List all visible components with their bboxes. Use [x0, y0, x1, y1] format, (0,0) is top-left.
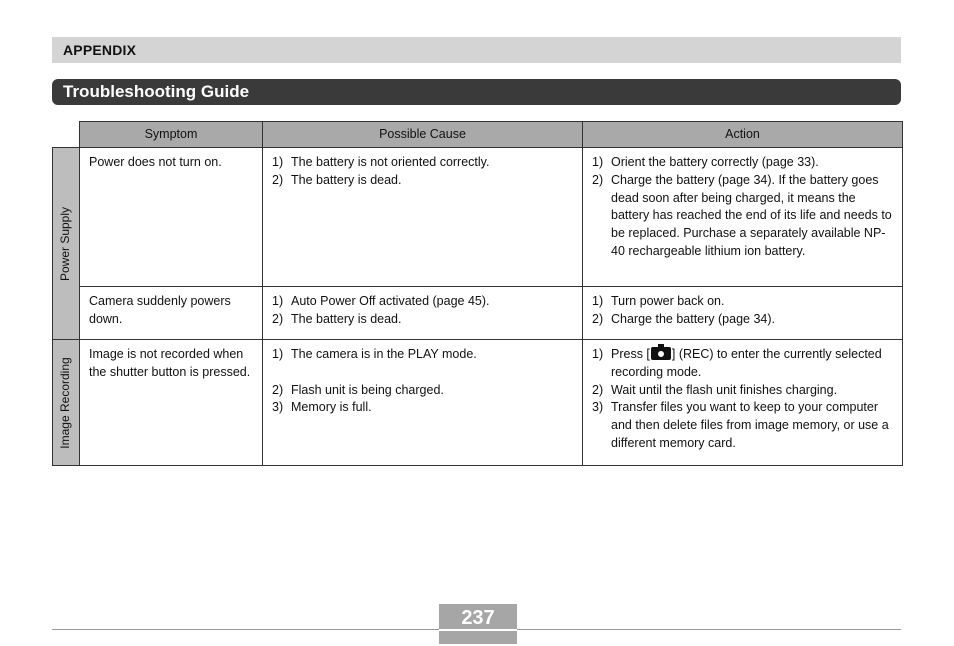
- list-item: 2) Charge the battery (page 34). If the battery goes dead soon after being charged, it means the battery has reached the end of its life and needs to be replaced. Purchase a separately available NP-40 rechargeable lithium ion battery.: [592, 172, 892, 258]
- section-header: [52, 37, 901, 63]
- list-item: 2) Flash unit is being charged.: [272, 382, 444, 397]
- symptom-text: Power does not turn on.: [89, 155, 222, 169]
- list-item: 3) Transfer files you want to keep to your computer and then delete files from image memory, or use a different memory card.: [592, 400, 889, 450]
- list-item: 1) Press [ ] (REC) to enter the currently selected recording mode.: [592, 347, 882, 379]
- column-header-symptom: Symptom: [80, 122, 263, 148]
- list-item: 1) The camera is in the PLAY mode.: [272, 347, 477, 361]
- column-header-action: Action: [583, 122, 903, 148]
- category-label: Power Supply: [58, 206, 73, 281]
- page-title-bar: [52, 79, 901, 105]
- list-item: 2) The battery is dead.: [272, 311, 402, 326]
- list-item: 2) Charge the battery (page 34).: [592, 311, 775, 326]
- list-item: 1) Orient the battery correctly (page 33).: [592, 155, 819, 169]
- column-header-possible-cause: Possible Cause: [263, 122, 583, 148]
- table-row: [53, 340, 903, 466]
- page-number: 237: [461, 607, 495, 629]
- camera-rec-icon: [651, 347, 671, 360]
- symptom-text: Camera suddenly powers down.: [89, 294, 231, 326]
- table-header-row: [53, 122, 903, 148]
- table-row: [53, 287, 903, 340]
- category-label: Image Recording: [58, 356, 73, 449]
- page-title: Troubleshooting Guide: [63, 82, 250, 101]
- cause-cell: [263, 287, 583, 340]
- list-item: 3) Memory is full.: [272, 400, 372, 415]
- table-row: [53, 148, 903, 287]
- section-label: APPENDIX: [63, 42, 137, 58]
- category-power-supply: [53, 148, 80, 340]
- action-cell: [583, 148, 903, 287]
- list-item: 1) Turn power back on.: [592, 294, 725, 308]
- list-item: 2) The battery is dead.: [272, 172, 402, 187]
- list-item: 2) Wait until the flash unit finishes charging.: [592, 382, 838, 397]
- cause-cell: [263, 340, 583, 466]
- page-number-badge: [439, 604, 517, 644]
- troubleshooting-table: [52, 121, 903, 466]
- action-cell: [583, 287, 903, 340]
- list-spacer: [272, 364, 574, 382]
- symptom-cell: [80, 340, 263, 466]
- symptom-cell: [80, 287, 263, 340]
- action-cell: [583, 340, 903, 466]
- header-corner: [53, 122, 80, 148]
- category-image-recording: [53, 340, 80, 466]
- list-item: 1) Auto Power Off activated (page 45).: [272, 294, 490, 308]
- cause-cell: [263, 148, 583, 287]
- list-item: 1) The battery is not oriented correctly.: [272, 155, 490, 169]
- symptom-cell: [80, 148, 263, 287]
- symptom-text: Image is not recorded when the shutter button is pressed.: [89, 347, 251, 379]
